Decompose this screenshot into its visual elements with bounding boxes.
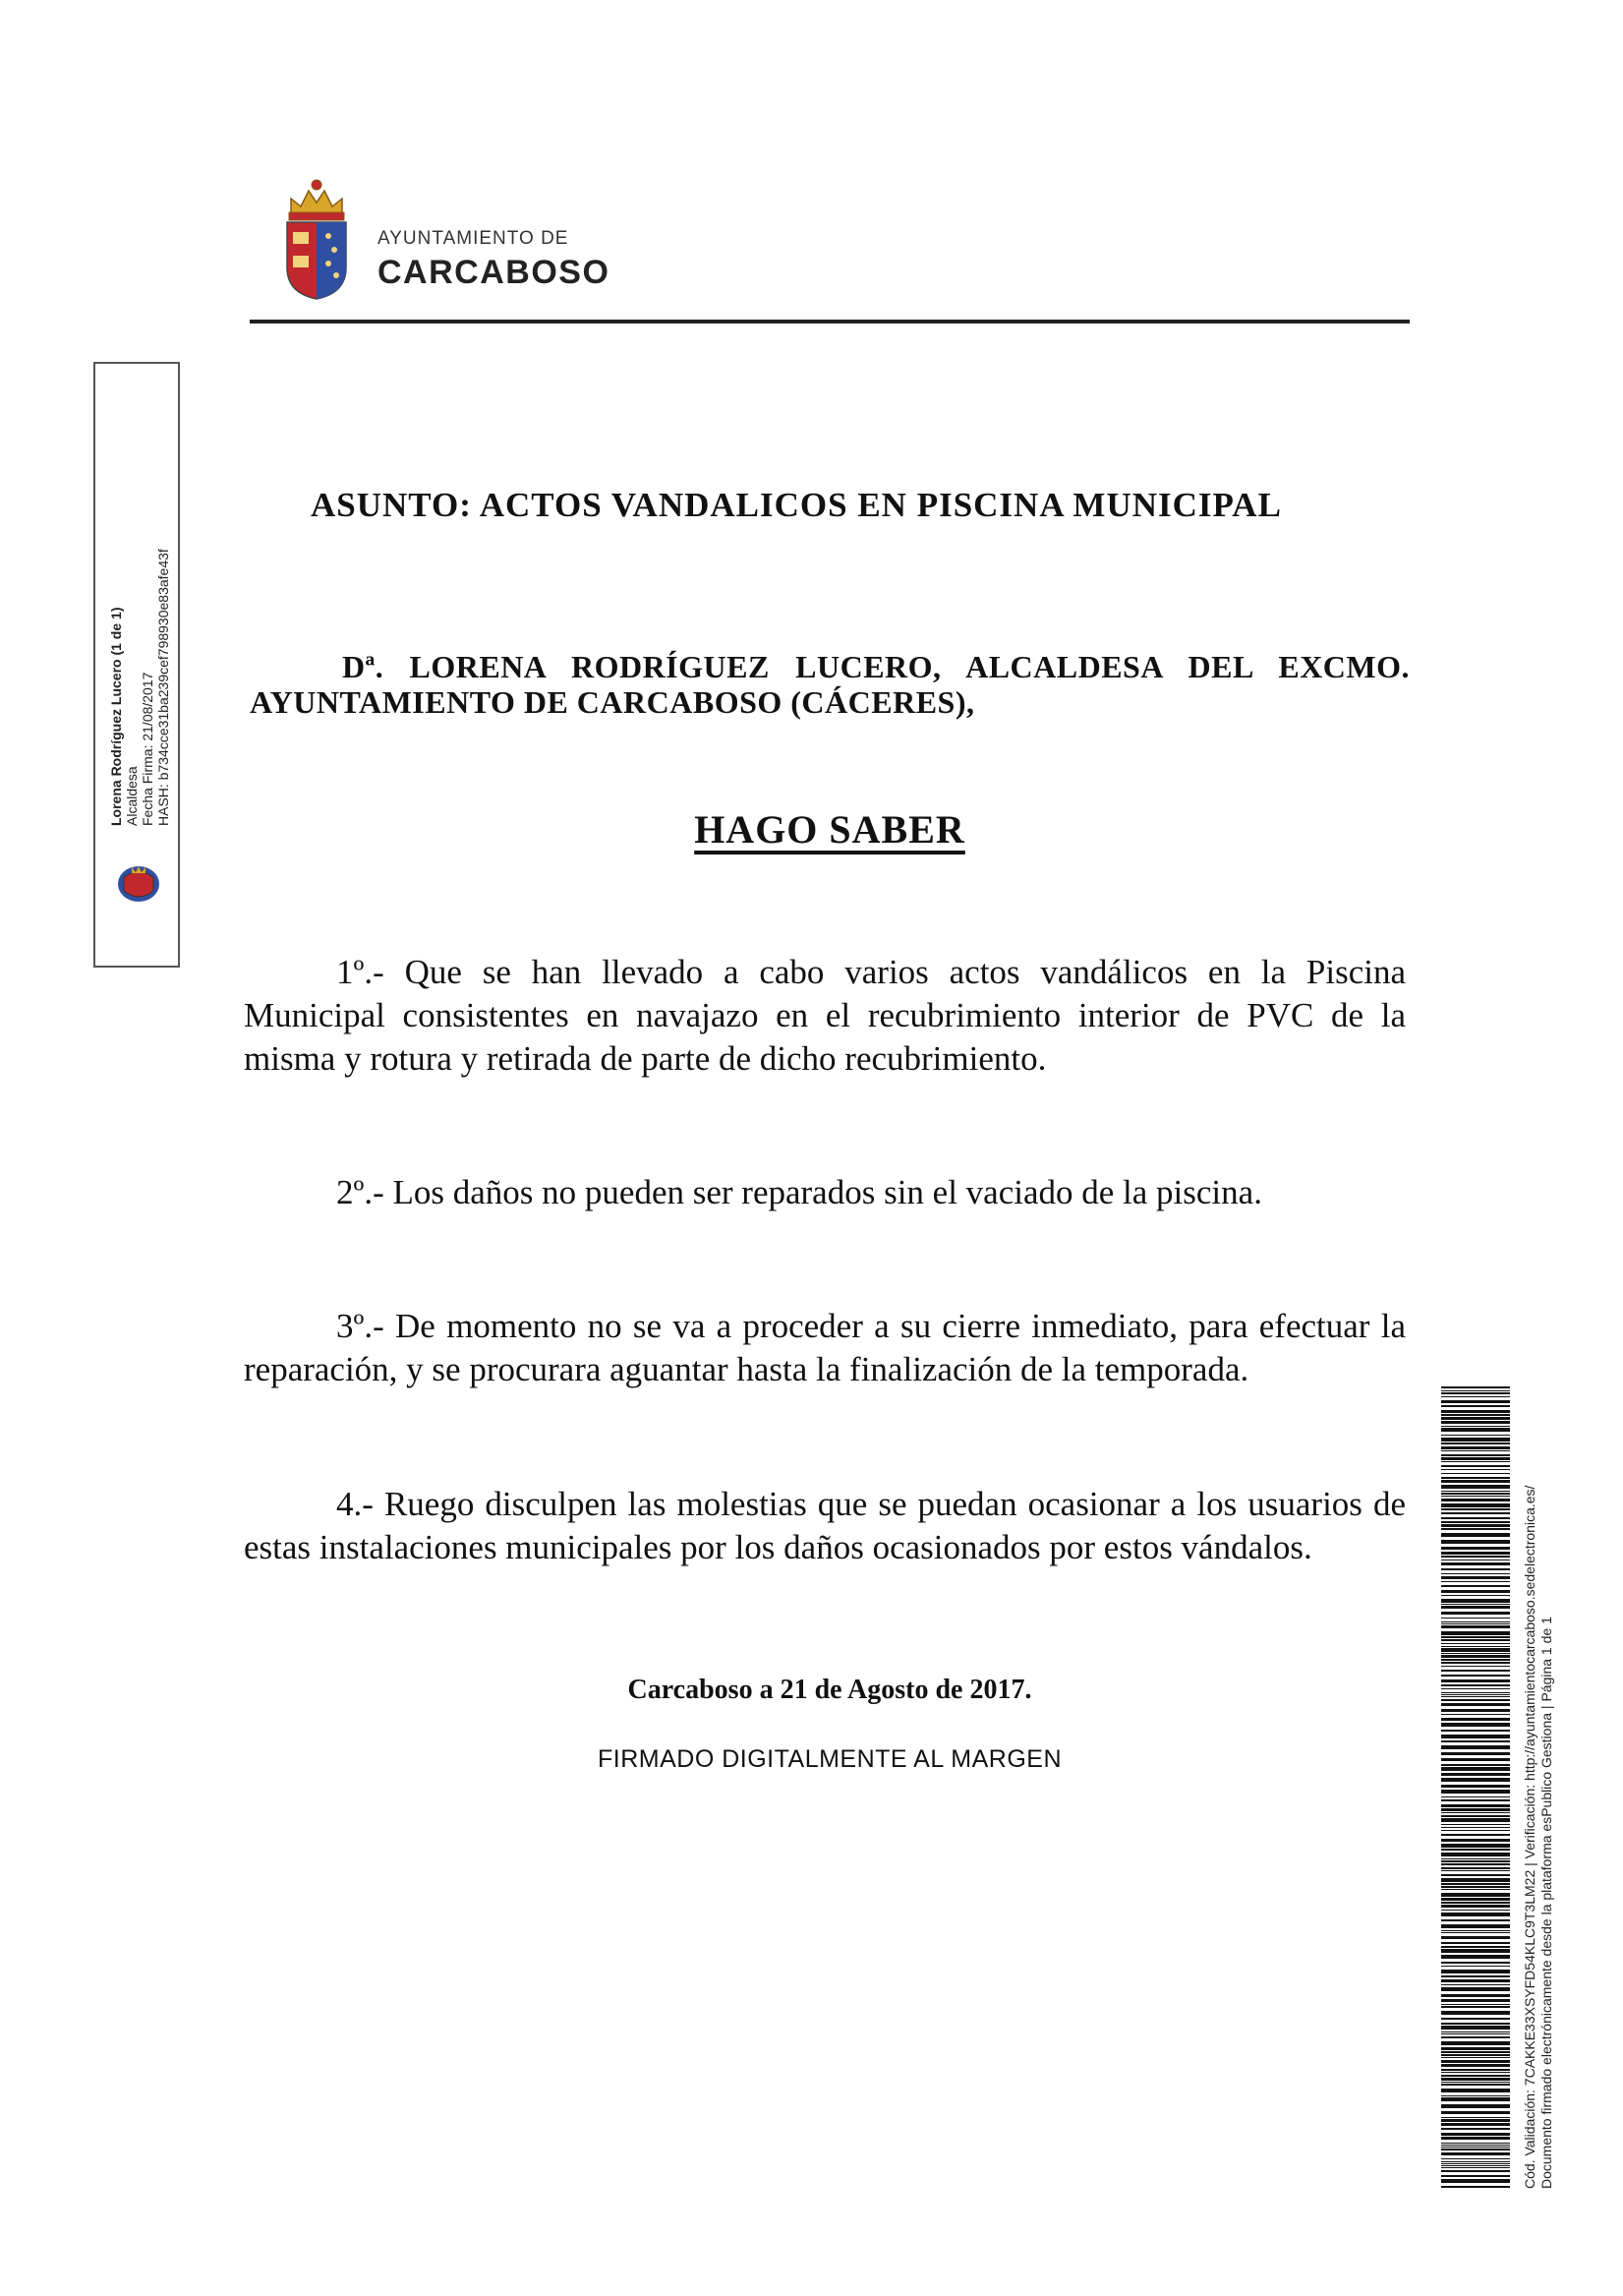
signature-seal-icon (116, 863, 161, 905)
issuer-line-2: AYUNTAMIENTO DE CARCABOSO (CÁCERES), (250, 684, 975, 720)
verification-details (1522, 1486, 1555, 2189)
verification-line-2: Documento firmado electrónicamente desde la plataforma esPublico Gestiona | Página 1 de 1 (1538, 1617, 1554, 2189)
signer-role: Alcaldesa (124, 766, 140, 826)
verification-line-1: Cód. Validación: 7CAKKE33XSYFD54KLC9T3LM22 | Verificación: http://ayuntamientocarcaboso.sedelectronica.es/ (1522, 1485, 1537, 2189)
issuer-line-1: Dª. LORENA RODRÍGUEZ LUCERO, ALCALDESA DEL EXCMO. (342, 649, 1410, 684)
header-divider (250, 320, 1410, 324)
signature-date: Fecha Firma: 21/08/2017 (140, 672, 155, 826)
body-paragraph-4: 4.- Ruego disculpen las molestias que se puedan ocasionar a los usuarios de estas instalaciones municipales por los daños ocasionados por estos vándalos. (244, 1485, 1406, 1566)
proclamation-heading: HAGO SABER (694, 807, 965, 852)
document-subject: ASUNTO: ACTOS VANDALICOS EN PISCINA MUNICIPAL (311, 486, 1282, 524)
signed-note: FIRMADO DIGITALMENTE AL MARGEN (598, 1745, 1062, 1773)
signature-hash: HASH: b734cce31ba239cef798930e83afe43f (155, 549, 171, 826)
body-paragraph-3: 3º.- De momento no se va a proceder a su cierre inmediato, para efectuar la reparación, y se procurara aguantar hasta la finalización de la temporada. (244, 1307, 1406, 1388)
body-paragraph-2: 2º.- Los daños no pueden ser reparados sin el vaciado de la piscina. (336, 1173, 1262, 1211)
organization-label: AYUNTAMIENTO DE (377, 228, 569, 249)
coat-of-arms-logo (283, 177, 350, 301)
barcode-icon (1441, 1386, 1510, 2191)
organization-name: CARCABOSO (377, 254, 610, 291)
signer-name: Lorena Rodríguez Lucero (1 de 1) (108, 607, 124, 826)
body-paragraph-1: 1º.- Que se han llevado a cabo varios actos vandálicos en la Piscina Municipal consistentes en navajazo en el recubrimiento interior de PVC de la misma y rotura y retirada de parte de dicho recubrimiento. (244, 953, 1406, 1078)
date-line: Carcaboso a 21 de Agosto de 2017. (627, 1675, 1032, 1705)
signature-details (108, 549, 171, 826)
